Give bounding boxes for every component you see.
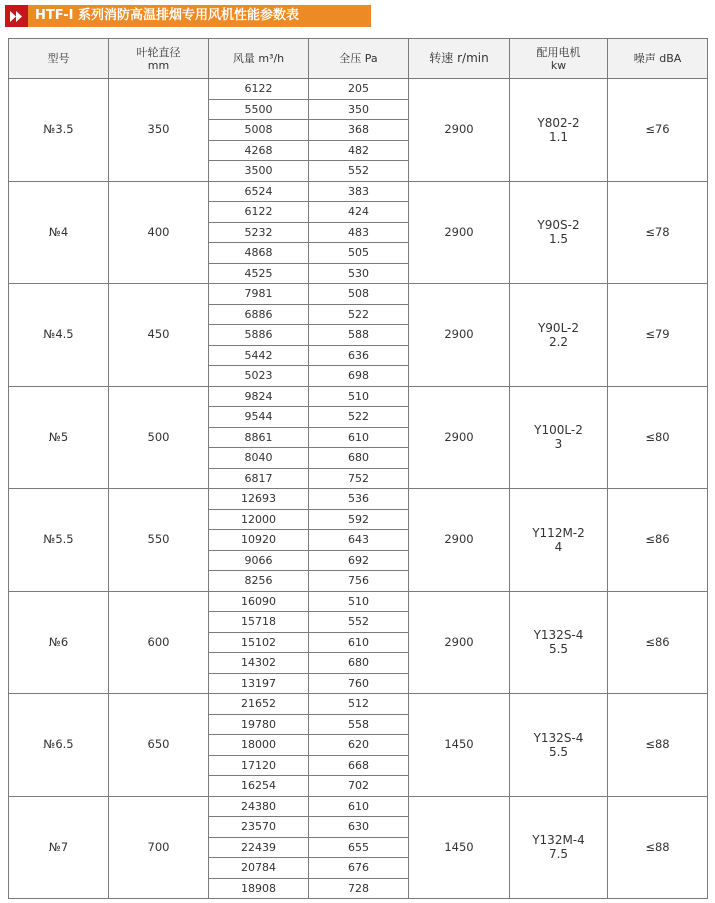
airflow-cell: 18000 — [209, 735, 309, 756]
section-title-bar — [5, 5, 371, 27]
impeller-diameter-cell: 550 — [109, 489, 209, 592]
table-row — [9, 591, 708, 612]
pressure-cell: 558 — [309, 714, 409, 735]
airflow-cell: 12693 — [209, 489, 309, 510]
airflow-cell: 24380 — [209, 796, 309, 817]
airflow-cell: 3500 — [209, 161, 309, 182]
pressure-cell: 610 — [309, 632, 409, 653]
pressure-cell: 702 — [309, 776, 409, 797]
motor-kw: 2.2 — [548, 334, 569, 349]
table-row — [9, 284, 708, 305]
airflow-cell: 19780 — [209, 714, 309, 735]
pressure-cell: 668 — [309, 755, 409, 776]
noise-cell: ≤76 — [608, 79, 708, 182]
airflow-cell: 17120 — [209, 755, 309, 776]
noise-cell: ≤86 — [608, 591, 708, 694]
pressure-cell: 756 — [309, 571, 409, 592]
header-rpm: 转速 r/min — [409, 39, 510, 79]
section-title: HTF-I 系列消防高温排烟专用风机性能参数表 — [28, 5, 371, 27]
pressure-cell: 728 — [309, 878, 409, 899]
rpm-cell: 2900 — [409, 284, 510, 387]
motor-model: Y112M-2 — [532, 525, 585, 540]
header-motor — [510, 39, 608, 79]
pressure-cell: 692 — [309, 550, 409, 571]
header-airflow: 风量 m³/h — [209, 39, 309, 79]
rpm-cell: 1450 — [409, 694, 510, 797]
header-motor-label: 配用电机 — [536, 45, 581, 59]
airflow-cell: 12000 — [209, 509, 309, 530]
pressure-cell: 510 — [309, 386, 409, 407]
pressure-cell: 676 — [309, 858, 409, 879]
noise-cell: ≤86 — [608, 489, 708, 592]
table-row — [9, 694, 708, 715]
airflow-cell: 5442 — [209, 345, 309, 366]
pressure-cell: 610 — [309, 796, 409, 817]
pressure-cell: 350 — [309, 99, 409, 120]
motor-kw: 5.5 — [548, 744, 569, 759]
header-impeller-diameter — [109, 39, 209, 79]
airflow-cell: 16254 — [209, 776, 309, 797]
pressure-cell: 592 — [309, 509, 409, 530]
motor-model: Y802-2 — [537, 115, 580, 130]
noise-cell: ≤88 — [608, 796, 708, 899]
pressure-cell: 620 — [309, 735, 409, 756]
noise-cell: ≤80 — [608, 386, 708, 489]
pressure-cell: 636 — [309, 345, 409, 366]
motor-cell — [510, 79, 608, 182]
motor-kw: 4 — [554, 539, 563, 554]
table-body — [9, 79, 708, 899]
double-chevron-right-icon — [5, 5, 28, 27]
pressure-cell: 482 — [309, 140, 409, 161]
pressure-cell: 588 — [309, 325, 409, 346]
pressure-cell: 752 — [309, 468, 409, 489]
airflow-cell: 15718 — [209, 612, 309, 633]
table-row — [9, 386, 708, 407]
airflow-cell: 23570 — [209, 817, 309, 838]
model-cell: №3.5 — [9, 79, 109, 182]
pressure-cell: 530 — [309, 263, 409, 284]
motor-model: Y132S-4 — [533, 628, 584, 643]
airflow-cell: 14302 — [209, 653, 309, 674]
pressure-cell: 505 — [309, 243, 409, 264]
impeller-diameter-cell: 400 — [109, 181, 209, 284]
pressure-cell: 760 — [309, 673, 409, 694]
header-noise: 噪声 dBA — [608, 39, 708, 79]
motor-cell — [510, 284, 608, 387]
motor-model: Y132S-4 — [533, 730, 584, 745]
motor-cell — [510, 386, 608, 489]
airflow-cell: 5023 — [209, 366, 309, 387]
motor-kw: 7.5 — [548, 847, 569, 862]
header-model: 型号 — [9, 39, 109, 79]
pressure-cell: 522 — [309, 304, 409, 325]
impeller-diameter-cell: 600 — [109, 591, 209, 694]
airflow-cell: 6524 — [209, 181, 309, 202]
table-row — [9, 79, 708, 100]
pressure-cell: 508 — [309, 284, 409, 305]
header-impeller-label: 叶轮直径 — [136, 45, 181, 59]
pressure-cell: 552 — [309, 161, 409, 182]
motor-model: Y132M-4 — [532, 833, 585, 848]
model-cell: №7 — [9, 796, 109, 899]
motor-cell — [510, 181, 608, 284]
model-cell: №6.5 — [9, 694, 109, 797]
header-motor-unit: kw — [550, 58, 567, 72]
motor-cell — [510, 694, 608, 797]
pressure-cell: 424 — [309, 202, 409, 223]
rpm-cell: 2900 — [409, 79, 510, 182]
pressure-cell: 680 — [309, 448, 409, 469]
motor-model: Y100L-2 — [534, 423, 583, 438]
pressure-cell: 510 — [309, 591, 409, 612]
pressure-cell: 610 — [309, 427, 409, 448]
airflow-cell: 8256 — [209, 571, 309, 592]
table-row — [9, 181, 708, 202]
airflow-cell: 4525 — [209, 263, 309, 284]
model-cell: №6 — [9, 591, 109, 694]
airflow-cell: 7981 — [209, 284, 309, 305]
airflow-cell: 9066 — [209, 550, 309, 571]
airflow-cell: 16090 — [209, 591, 309, 612]
pressure-cell: 680 — [309, 653, 409, 674]
motor-cell — [510, 489, 608, 592]
header-pressure: 全压 Pa — [309, 39, 409, 79]
fan-performance-table — [8, 38, 708, 899]
airflow-cell: 4268 — [209, 140, 309, 161]
table-row — [9, 796, 708, 817]
rpm-cell: 1450 — [409, 796, 510, 899]
airflow-cell: 13197 — [209, 673, 309, 694]
pressure-cell: 522 — [309, 407, 409, 428]
airflow-cell: 6122 — [209, 79, 309, 100]
table-header-row — [9, 39, 708, 79]
pressure-cell: 536 — [309, 489, 409, 510]
airflow-cell: 8040 — [209, 448, 309, 469]
airflow-cell: 5500 — [209, 99, 309, 120]
pressure-cell: 205 — [309, 79, 409, 100]
motor-cell — [510, 591, 608, 694]
pressure-cell: 483 — [309, 222, 409, 243]
model-cell: №4 — [9, 181, 109, 284]
pressure-cell: 512 — [309, 694, 409, 715]
rpm-cell: 2900 — [409, 591, 510, 694]
airflow-cell: 9824 — [209, 386, 309, 407]
motor-kw: 3 — [554, 437, 563, 452]
noise-cell: ≤78 — [608, 181, 708, 284]
motor-kw: 1.1 — [548, 129, 569, 144]
motor-kw: 5.5 — [548, 642, 569, 657]
impeller-diameter-cell: 350 — [109, 79, 209, 182]
airflow-cell: 6886 — [209, 304, 309, 325]
model-cell: №5 — [9, 386, 109, 489]
pressure-cell: 383 — [309, 181, 409, 202]
airflow-cell: 5232 — [209, 222, 309, 243]
impeller-diameter-cell: 700 — [109, 796, 209, 899]
model-cell: №5.5 — [9, 489, 109, 592]
airflow-cell: 6817 — [209, 468, 309, 489]
header-impeller-unit: mm — [147, 58, 170, 72]
airflow-cell: 15102 — [209, 632, 309, 653]
noise-cell: ≤88 — [608, 694, 708, 797]
motor-cell — [510, 796, 608, 899]
airflow-cell: 5008 — [209, 120, 309, 141]
airflow-cell: 18908 — [209, 878, 309, 899]
rpm-cell: 2900 — [409, 181, 510, 284]
airflow-cell: 4868 — [209, 243, 309, 264]
motor-kw: 1.5 — [548, 232, 569, 247]
airflow-cell: 10920 — [209, 530, 309, 551]
airflow-cell: 6122 — [209, 202, 309, 223]
pressure-cell: 655 — [309, 837, 409, 858]
rpm-cell: 2900 — [409, 489, 510, 592]
pressure-cell: 643 — [309, 530, 409, 551]
pressure-cell: 698 — [309, 366, 409, 387]
pressure-cell: 552 — [309, 612, 409, 633]
airflow-cell: 21652 — [209, 694, 309, 715]
airflow-cell: 22439 — [209, 837, 309, 858]
impeller-diameter-cell: 650 — [109, 694, 209, 797]
table-row — [9, 489, 708, 510]
motor-model: Y90S-2 — [537, 218, 580, 233]
motor-model: Y90L-2 — [537, 320, 580, 335]
airflow-cell: 5886 — [209, 325, 309, 346]
impeller-diameter-cell: 500 — [109, 386, 209, 489]
pressure-cell: 368 — [309, 120, 409, 141]
impeller-diameter-cell: 450 — [109, 284, 209, 387]
airflow-cell: 9544 — [209, 407, 309, 428]
noise-cell: ≤79 — [608, 284, 708, 387]
pressure-cell: 630 — [309, 817, 409, 838]
rpm-cell: 2900 — [409, 386, 510, 489]
airflow-cell: 20784 — [209, 858, 309, 879]
model-cell: №4.5 — [9, 284, 109, 387]
airflow-cell: 8861 — [209, 427, 309, 448]
